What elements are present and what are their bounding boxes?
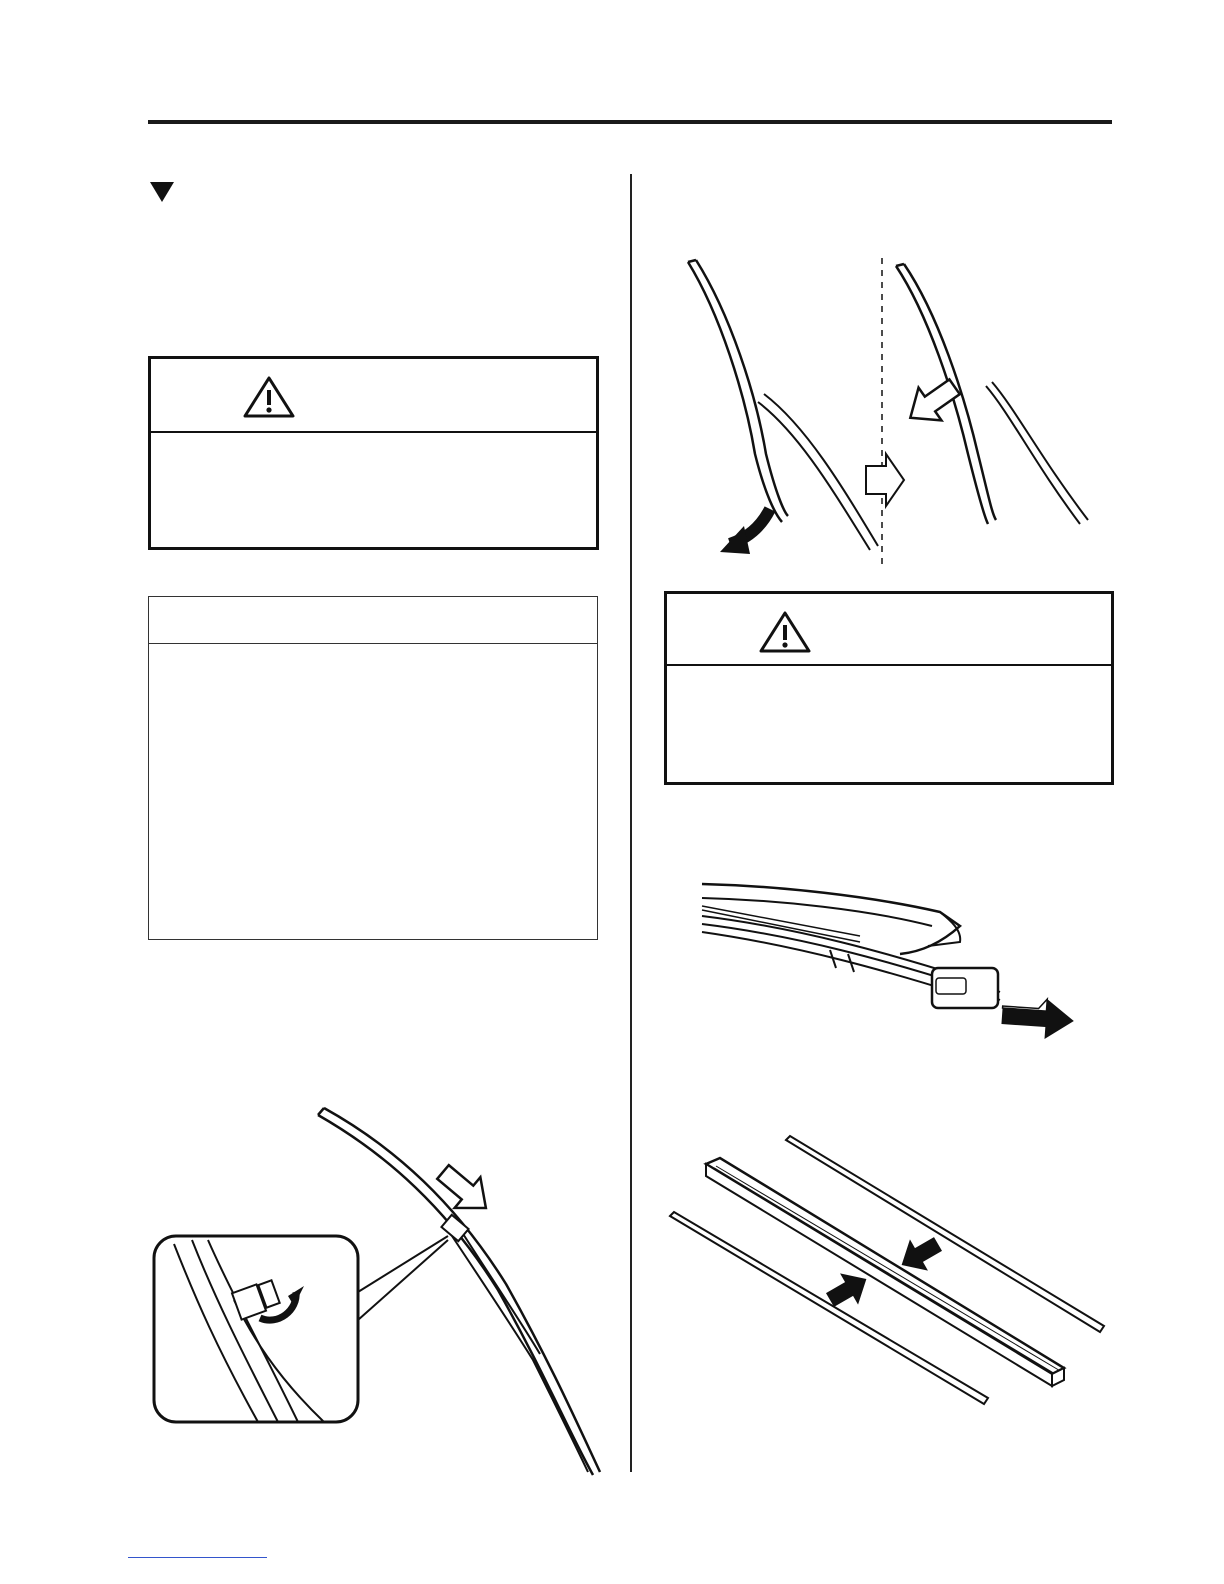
caution-box-right	[664, 591, 1114, 785]
header-rule	[148, 120, 1112, 124]
pull-arrow-icon	[1001, 996, 1076, 1041]
caution-box-left	[148, 356, 599, 550]
column-divider	[630, 174, 632, 1472]
wiper-rubber-retainer-illustration	[666, 1136, 1116, 1406]
warning-triangle-icon	[243, 375, 295, 419]
warning-triangle-icon	[759, 610, 811, 654]
note-box-header	[149, 597, 597, 644]
bottom-link-underline[interactable]	[128, 1557, 267, 1558]
wiper-rubber-removal-illustration	[700, 876, 1100, 1056]
note-box-left	[148, 596, 598, 940]
wiper-blade-detach-illustration	[660, 254, 1100, 574]
caution-box-header	[151, 359, 596, 433]
wiper-blade-clip-illustration	[148, 1100, 628, 1480]
down-triangle-icon	[150, 182, 174, 202]
caution-box-header	[667, 594, 1111, 666]
